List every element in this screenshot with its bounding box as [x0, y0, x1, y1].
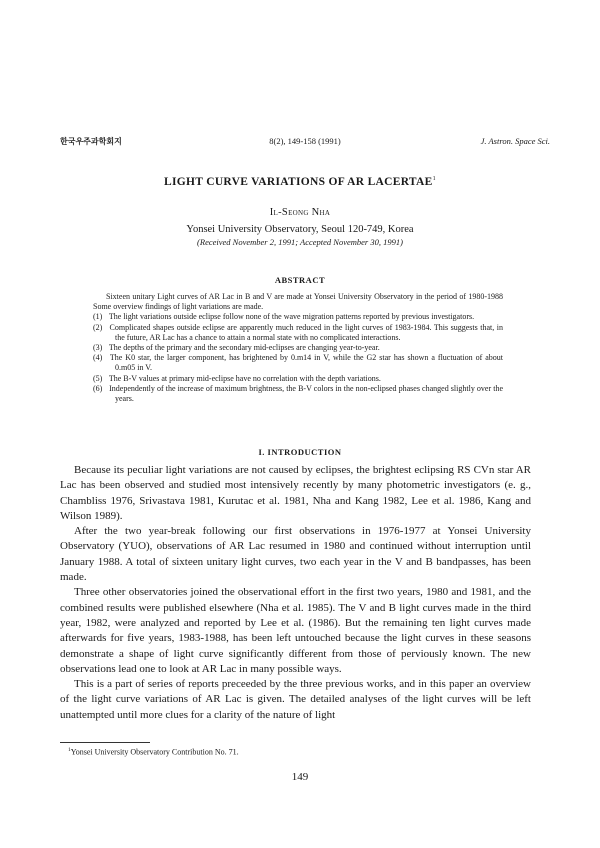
abstract-item: [93, 353, 503, 373]
received-dates: (Received November 2, 1991; Accepted November 30, 1991): [197, 237, 403, 247]
item-text: The depths of the primary and the secondary mid-eclipses are changing year-to-year.: [108, 343, 380, 353]
body-paragraph: After the two year-break following our first observations in 1976-1977 at Yonsei University Observatory (YUO), observations of AR Lac resumed in 1980 and continued without interruption until January 1988. A total of sixteen unitary light curves, two each year in the V and B bandpasses, has been made.: [60, 525, 531, 584]
introduction-body: [60, 463, 531, 723]
item-text: The light variations outside eclipse follow none of the wave migration patterns reported by previous investigators.: [108, 312, 475, 322]
item-number: (1): [93, 312, 103, 322]
paper-title-text: LIGHT CURVE VARIATIONS OF AR LACERTAE: [164, 176, 433, 188]
affiliation: Yonsei University Observatory, Seoul 120-749, Korea: [186, 224, 414, 235]
abstract-item: [93, 343, 503, 353]
abstract-findings-list: [93, 312, 503, 404]
item-number: (4): [93, 353, 103, 363]
paper-title: [0, 176, 600, 188]
abstract-body: [93, 292, 503, 404]
abstract-item: [93, 384, 503, 404]
page-number: 149: [291, 771, 309, 783]
footnote-mark: 1: [68, 747, 71, 753]
abstract-item: [93, 312, 503, 322]
footnote-rule: [60, 742, 150, 743]
abstract-item: [93, 374, 503, 384]
section-heading-introduction: I. INTRODUCTION: [258, 447, 342, 457]
journal-name-korean: 한국우주과학회지: [60, 137, 122, 146]
abstract-intro: Sixteen unitary Light curves of AR Lac in B and V are made at Yonsei University Observatory in the period of 1980-1988 Some overview findings of light variations are made.: [93, 292, 503, 312]
body-paragraph: Three other observatories joined the observational effort in the first two years, 1980 and 1981, and the combined results were published elsewhere (Nha et al. 1985). The V and B light curves made in the third year, 1982, were analyzed and reported by Lee et al. (1986). But the remaining ten light curves made afterwards for five years, 1983-1988, has been left untouched because the light curves in these seasons demonstrate a shape of light curve significantly different from those of perviously known. The new observations lead one to look at AR Lac in many possible ways.: [60, 586, 531, 675]
item-text: Complicated shapes outside eclipse are apparently much reduced in the light curves of 1983-1984. This suggests that, in the future, AR Lac has a chance to attain a normal state with no complicated interactions.: [109, 322, 503, 342]
footnote-text: Yonsei University Observatory Contribution No. 71.: [70, 747, 239, 757]
item-number: (5): [93, 373, 103, 383]
footnote: [68, 747, 239, 757]
running-head: [60, 136, 550, 150]
item-number: (2): [93, 322, 103, 332]
journal-name-english: J. Astron. Space Sci.: [480, 136, 550, 146]
abstract-item: [93, 323, 503, 343]
item-number: (6): [93, 383, 103, 393]
item-text: The B-V values at primary mid-eclipse have no correlation with the depth variations.: [108, 373, 381, 383]
item-text: The K0 star, the larger component, has brightened by 0.m14 in V, while the G2 star has shown a fluctuation of about 0.m05 in V.: [109, 353, 503, 373]
body-paragraph: Because its peculiar light variations are not caused by eclipses, the brightest eclipsing RS CVn star AR Lac has been observed and studied most intensively recently by many photometric investigators (e. g., Chambliss 1976, Srivastava 1981, Kurutac et al. 1981, Nha and Kang 1982, Lee et al. 1986, Kang and Wilson 1989).: [60, 464, 531, 522]
volume-pages: 8(2), 149-158 (1991): [269, 136, 341, 146]
body-paragraph: This is a part of series of reports preceeded by the three previous works, and in this paper an overview of the light curve variations of AR Lac is given. The detailed analyses of the light curves will be left unattempted until more clues for a clarity of the nature of light: [60, 678, 531, 721]
item-number: (3): [93, 343, 103, 353]
author-name: Il-Seong Nha: [269, 207, 331, 218]
title-footnote-mark: 1: [432, 176, 436, 183]
item-text: Independently of the increase of maximum brightness, the B-V colors in the non-eclipsed phases changed slightly over the years.: [109, 383, 504, 404]
abstract-heading: ABSTRACT: [274, 275, 326, 285]
